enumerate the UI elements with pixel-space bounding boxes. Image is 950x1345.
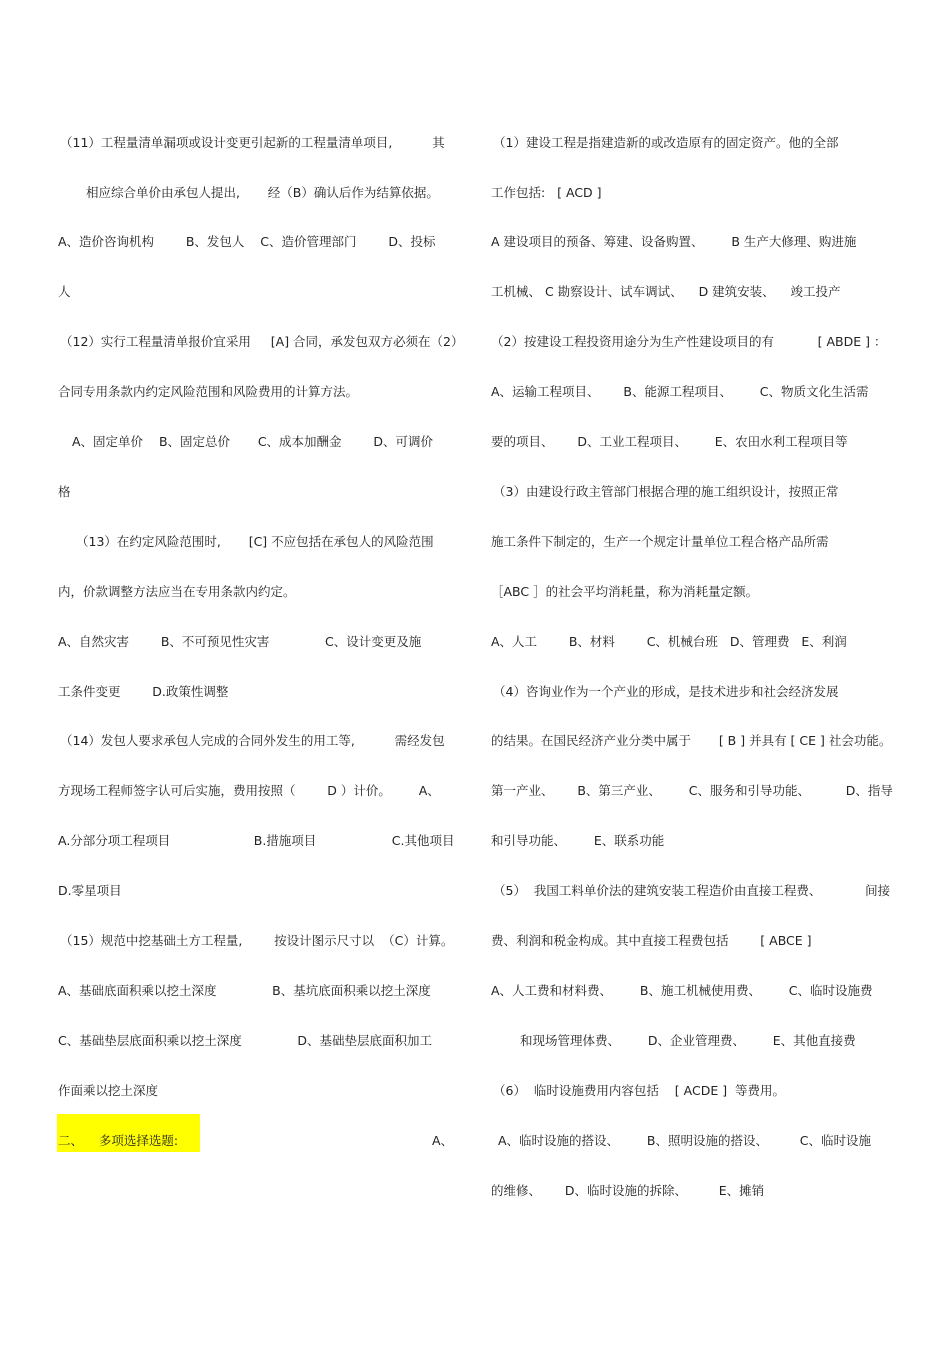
m4-options-2: 和引导功能、 E、联系功能 bbox=[491, 833, 665, 848]
q15-options-3: 作面乘以挖土深度 bbox=[58, 1083, 159, 1098]
m1-options-1: A 建设项目的预备、筹建、设备购置、 B 生产大修理、购进施 bbox=[491, 234, 857, 249]
m4-options-1: 第一产业、 B、第三产业、 C、服务和引导功能、 D、指导 bbox=[491, 783, 893, 798]
m6-line-1: （6） 临时设施费用内容包括 [ ACDE ] 等费用。 bbox=[493, 1083, 786, 1098]
q14-line-2: 方现场工程师签字认可后实施，费用按照（ D ）计价。 A、 bbox=[58, 783, 440, 798]
q12-options-2: 格 bbox=[58, 484, 71, 499]
section-heading: 二、 多项选择选题: bbox=[58, 1133, 179, 1148]
m1-line-1: （1）建设工程是指建造新的或改造原有的固定资产。他的全部 bbox=[493, 135, 839, 150]
q15-options-1: A、基础底面积乘以挖土深度 B、基坑底面积乘以挖土深度 bbox=[58, 983, 431, 998]
m2-options-2: 要的项目、 D、工业工程项目、 E、农田水利工程项目等 bbox=[491, 434, 848, 449]
q11-options-1: A、造价咨询机构 B、发包人 C、造价管理部门 D、投标 bbox=[58, 234, 436, 249]
q13-line-2: 内，价款调整方法应当在专用条款内约定。 bbox=[58, 584, 296, 599]
m5-options-2: 和现场管理体费、 D、企业管理费、 E、其他直接费 bbox=[520, 1033, 856, 1048]
m5-options-1: A、人工费和材料费、 B、施工机械使用费、 C、临时设施费 bbox=[491, 983, 873, 998]
q15-line-1: （15）规范中挖基础土方工程量, 按设计图示尺寸以 （C）计算。 bbox=[60, 933, 454, 948]
m4-line-2: 的结果。在国民经济产业分类中属于 [ B ] 并具有 [ CE ] 社会功能。 bbox=[491, 733, 892, 748]
q11-line-1: （11）工程量清单漏项或设计变更引起新的工程量清单项目, 其 bbox=[60, 135, 445, 150]
m4-line-1: （4）咨询业作为一个产业的形成，是技术进步和社会经济发展 bbox=[493, 684, 839, 699]
m3-line-2: 施工条件下制定的，生产一个规定计量单位工程合格产品所需 bbox=[491, 534, 829, 549]
q14-options-1: A.分部分项工程项目 B.措施项目 C.其他项目 bbox=[58, 833, 455, 848]
q14-line-1: （14）发包人要求承包人完成的合同外发生的用工等, 需经发包 bbox=[60, 733, 445, 748]
q13-options-2: 工条件变更 D.政策性调整 bbox=[58, 684, 229, 699]
m3-line-3: ［ABC ］的社会平均消耗量，称为消耗量定额。 bbox=[491, 584, 759, 599]
q12-line-1: （12）实行工程量清单报价宜采用 [A] 合同，承发包双方必须在（2） bbox=[60, 334, 464, 349]
q12-options-1: A、固定单价 B、固定总价 C、成本加酬金 D、可调价 bbox=[72, 434, 433, 449]
m5-line-1: （5） 我国工料单价法的建筑安装工程造价由直接工程费、 间接 bbox=[493, 883, 891, 898]
q11-options-2: 人 bbox=[58, 284, 71, 299]
m2-options-1: A、运输工程项目、 B、能源工程项目、 C、物质文化生活需 bbox=[491, 384, 869, 399]
m5-line-2: 费、利润和税金构成。其中直接工程费包括 [ ABCE ] bbox=[491, 933, 812, 948]
m3-options: A、人工 B、材料 C、机械台班 D、管理费 E、利润 bbox=[491, 634, 847, 649]
q11-line-2: 相应综合单价由承包人提出, 经（B）确认后作为结算依据。 bbox=[86, 185, 439, 200]
m2-line-1: （2）按建设工程投资用途分为生产性建设项目的有 [ ABDE ] ： bbox=[491, 334, 887, 349]
m3-line-1: （3）由建设行政主管部门根据合理的施工组织设计，按照正常 bbox=[493, 484, 839, 499]
q13-options-1: A、自然灾害 B、不可预见性灾害 C、设计变更及施 bbox=[58, 634, 422, 649]
m1-line-2: 工作包括: [ ACD ] bbox=[491, 185, 602, 200]
q12-line-2: 合同专用条款内约定风险范围和风险费用的计算方法。 bbox=[58, 384, 359, 399]
q14-options-2: D.零星项目 bbox=[58, 883, 122, 898]
m1-options-2: 工机械、 C 勘察设计、试车调试、 D 建筑安装、 竣工投产 bbox=[491, 284, 841, 299]
m6-options-1: A、临时设施的搭设、 B、照明设施的搭设、 C、临时设施 bbox=[498, 1133, 871, 1148]
q13-line-1: （13）在约定风险范围时, [C] 不应包括在承包人的风险范围 bbox=[76, 534, 434, 549]
section-heading-option: A、 bbox=[432, 1133, 454, 1148]
m6-options-2: 的维修、 D、临时设施的拆除、 E、摊销 bbox=[491, 1183, 765, 1198]
q15-options-2: C、基础垫层底面积乘以挖土深度 D、基础垫层底面积加工 bbox=[58, 1033, 432, 1048]
